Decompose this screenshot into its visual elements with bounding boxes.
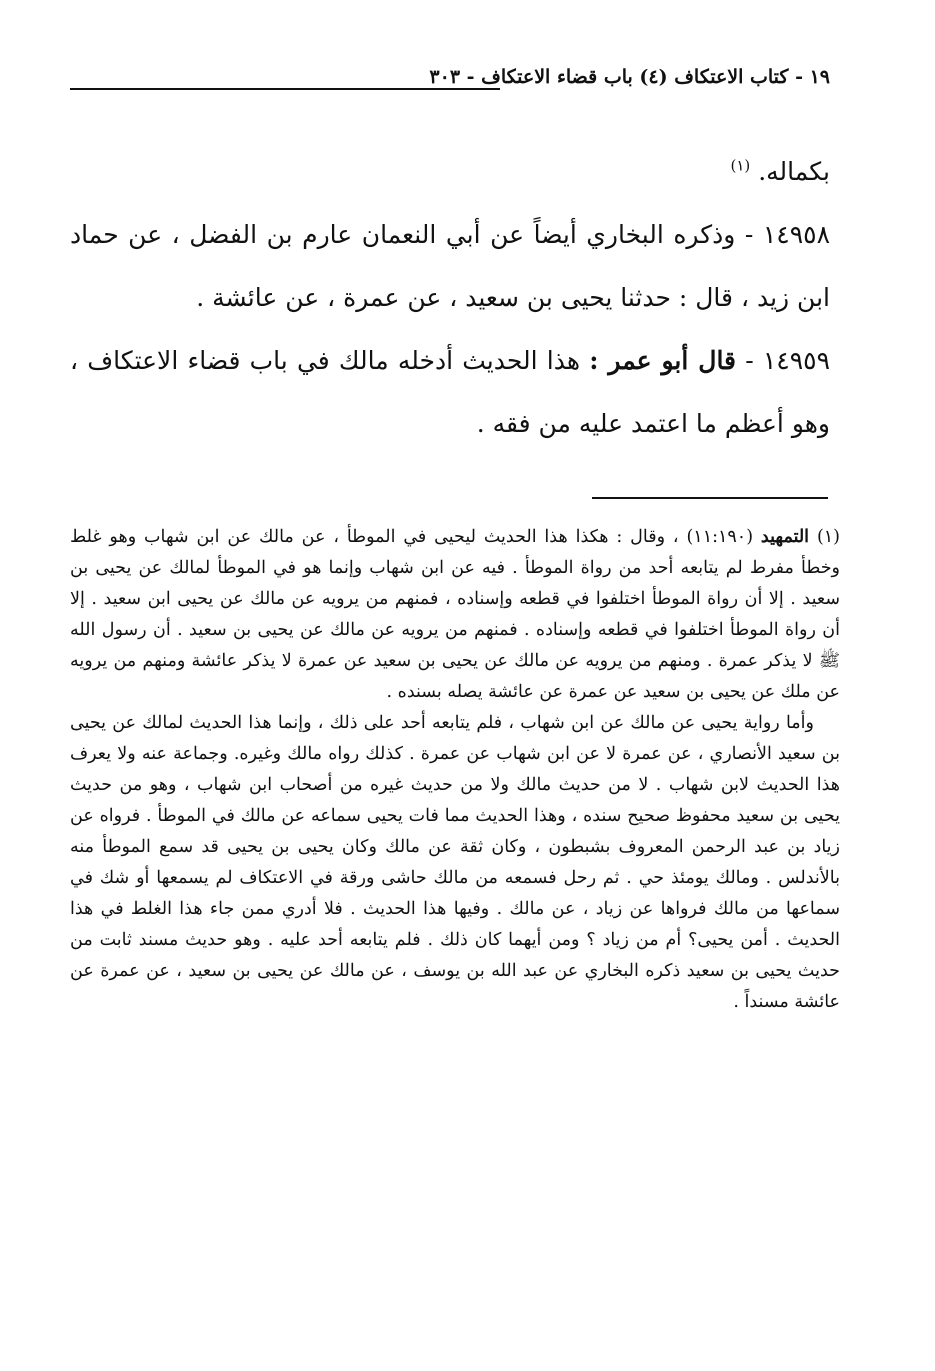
footnote-divider (592, 497, 828, 499)
entry-speaker: قال أبو عمر : (589, 346, 737, 375)
header-rule (70, 88, 500, 90)
footnotes (70, 522, 840, 1018)
footnote-marker: (١) (816, 527, 840, 547)
footnote-1 (70, 522, 840, 708)
entry-text: وذكره البخاري أيضاً عن أبي النعمان عارم بن الفضل ، عن حماد ابن زيد ، قال : حدثنا يحيى بن سعيد ، عن عمرة ، عن عائشة . (70, 220, 830, 312)
running-header (70, 66, 830, 100)
entry-number: ١٤٩٥٩ - (745, 346, 830, 375)
main-text (70, 140, 830, 455)
footnote-source: التمهيد (760, 527, 810, 547)
footnote-paragraph-2: وأما رواية يحيى عن مالك عن ابن شهاب ، فلم يتابعه أحد على ذلك ، وإنما هذا الحديث لمالك عن يحيى بن سعيد الأنصاري ، عن عمرة لا عن ابن شهاب عن عمرة . كذلك رواه مالك وغيره. وجماعة عنه ولا يعرف هذا الحديث لابن شهاب . لا من حديث مالك ولا من حديث غيره من أصحاب ابن شهاب ، وهو من حديث يحيى بن سعيد محفوظ صحيح سنده ، وهذا الحديث مما فات يحيى سماعه عن مالك في الموطأ . فرواه عن زياد بن عبد الرحمن المعروف بشبطون ، وكان ثقة عن مالك وكان يحيى بن يحيى قد سمع الموطأ منه بالأندلس . ومالك يومئذ حي . ثم رحل فسمعه من مالك حاشى ورقة في الاعتكاف لم يسمعها أو شك في سماعها من مالك فرواها عن زياد ، عن مالك . وفيها هذا الحديث . فلا أدري ممن جاء هذا الغلط في هذا الحديث . أمن يحيى؟ أم من زياد ؟ ومن أيهما كان ذلك . فلم يتابعه أحد عليه . وهو حديث مسند ثابت من حديث يحيى بن سعيد ذكره البخاري عن عبد الله بن يوسف ، عن مالك عن يحيى بن سعيد ، عن عمرة عن عائشة مسنداً . (70, 713, 840, 1012)
entry-number: ١٤٩٥٨ - (744, 220, 830, 249)
footnote-ref: (١) (730, 156, 751, 175)
entry-14959 (70, 329, 830, 455)
header-title: ١٩ - كتاب الاعتكاف (٤) باب قضاء الاعتكاف - ٣٠٣ (419, 66, 830, 88)
footnote-paragraph-1: ، وقال : هكذا هذا الحديث ليحيى في الموطأ ، عن مالك عن ابن شهاب وهو غلط وخطأ مفرط لم يتابعه أحد من رواة الموطأ . فيه عن ابن شهاب وإنما هو في الموطأ لمالك عن يحيى بن سعيد . إلا أن رواة الموطأ اختلفوا في قطعه وإسناده ، فمنهم من يرويه عن مالك عن يحيى ابن سعيد . إلا أن رواة الموطأ اختلفوا في قطعه وإسناده . فمنهم من يرويه عن مالك عن يحيى بن سعيد . أن رسول الله ﷺ لا يذكر عمرة . ومنهم من يرويه عن مالك عن يحيى بن سعيد عن عمرة لا يذكر عائشة ومنهم من يرويه عن ملك عن يحيى بن سعيد عن عمرة عن عائشة يصله بسنده . (70, 527, 840, 702)
footnote-ref-number: (١١:١٩٠) (686, 527, 754, 547)
continuation-text: بكماله. (758, 157, 830, 186)
entry-14958 (70, 203, 830, 329)
continuation-line (70, 140, 830, 203)
entry-text: هذا الحديث أدخله مالك في باب قضاء الاعتكاف ، وهو أعظم ما اعتمد عليه من فقه . (70, 346, 830, 438)
